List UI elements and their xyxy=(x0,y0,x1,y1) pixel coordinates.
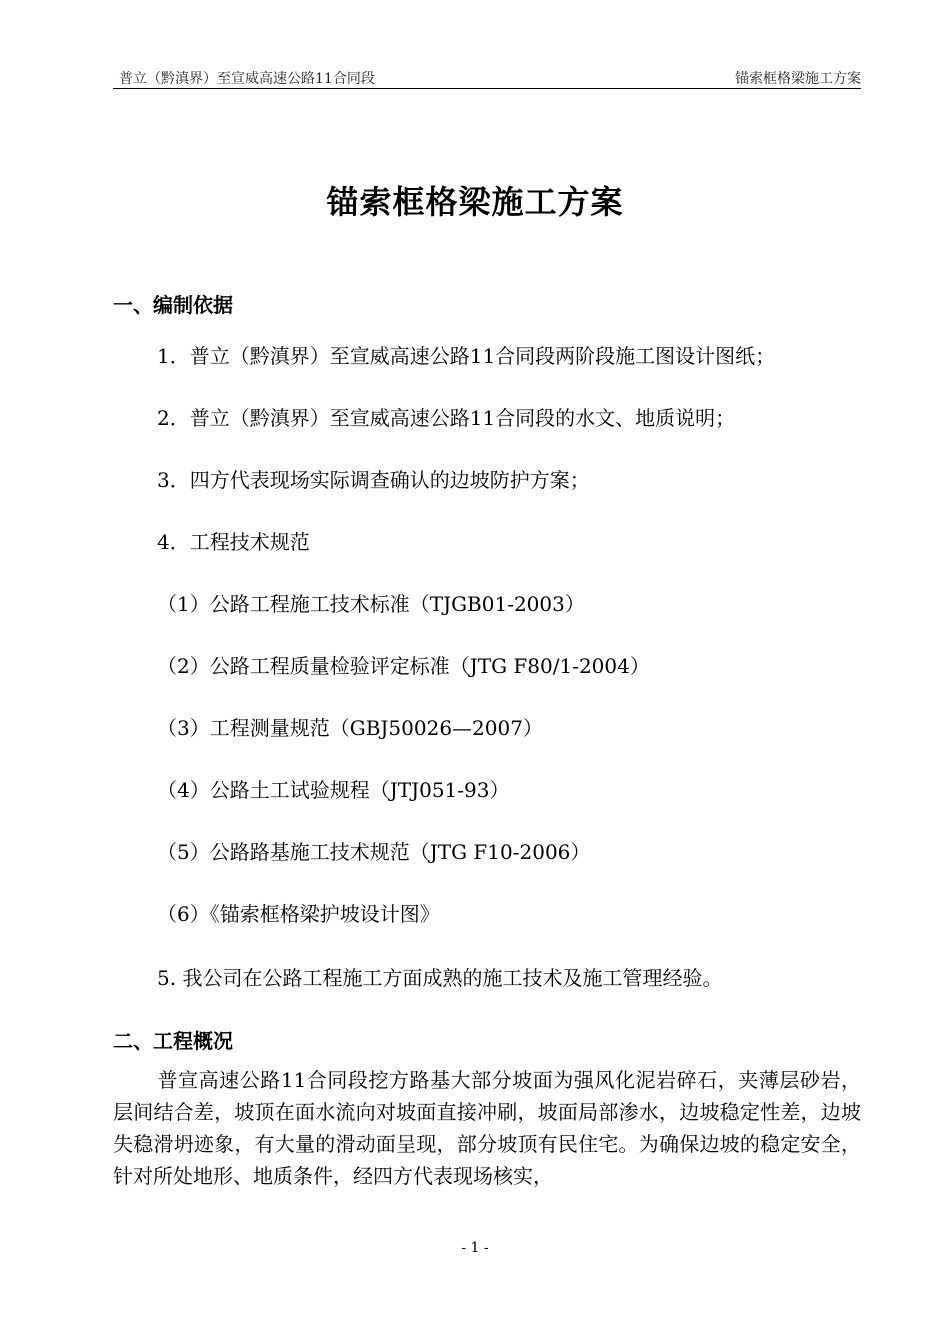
spec-item-1: （1）公路工程施工技术标准（TJGB01-2003） xyxy=(157,592,585,616)
basis-item-5: 5. 我公司在公路工程施工方面成熟的施工技术及施工管理经验。 xyxy=(157,966,723,990)
spec-item-5: （5）公路路基施工技术规范（JTG F10-2006） xyxy=(157,840,591,864)
spec-item-4: （4）公路土工试验规程（JTJ051-93） xyxy=(157,778,510,802)
section1-heading: 一、编制依据 xyxy=(113,293,233,317)
spec-item-3: （3）工程测量规范（GBJ50026—2007） xyxy=(157,716,543,740)
basis-item-1: 1．普立（黔滇界）至宣威高速公路11合同段两阶段施工图设计图纸； xyxy=(157,344,776,368)
section2-heading: 二、工程概况 xyxy=(113,1029,233,1053)
page-header xyxy=(113,64,861,89)
header-right-text: 锚索框格梁施工方案 xyxy=(735,71,861,87)
basis-item-3: 3．四方代表现场实际调查确认的边坡防护方案； xyxy=(157,468,590,492)
header-left-text: 普立（黔滇界）至宣威高速公路11合同段 xyxy=(119,71,375,87)
spec-item-2: （2）公路工程质量检验评定标准（JTG F80/1-2004） xyxy=(157,654,650,678)
overview-paragraph xyxy=(113,1064,861,1192)
page-number: - 1 - xyxy=(461,1240,489,1256)
document-title: 锚索框格梁施工方案 xyxy=(326,183,624,221)
overview-paragraph-text: 普宣高速公路11合同段挖方路基大部分坡面为强风化泥岩碎石，夹薄层砂岩，层间结合差，坡顶在面水流向对坡面直接冲刷，坡面局部渗水，边坡稳定性差，边坡失稳滑坍迹象，有大量的滑动面呈现，部分坡顶有民住宅。为确保边坡的稳定安全，针对所处地形、地质条件，经四方代表现场核实， xyxy=(113,1068,861,1188)
basis-item-2: 2．普立（黔滇界）至宣威高速公路11合同段的水文、地质说明； xyxy=(157,406,736,430)
spec-item-6: （6）《锚索框格梁护坡设计图》 xyxy=(157,902,440,926)
basis-item-4: 4．工程技术规范 xyxy=(157,530,310,554)
